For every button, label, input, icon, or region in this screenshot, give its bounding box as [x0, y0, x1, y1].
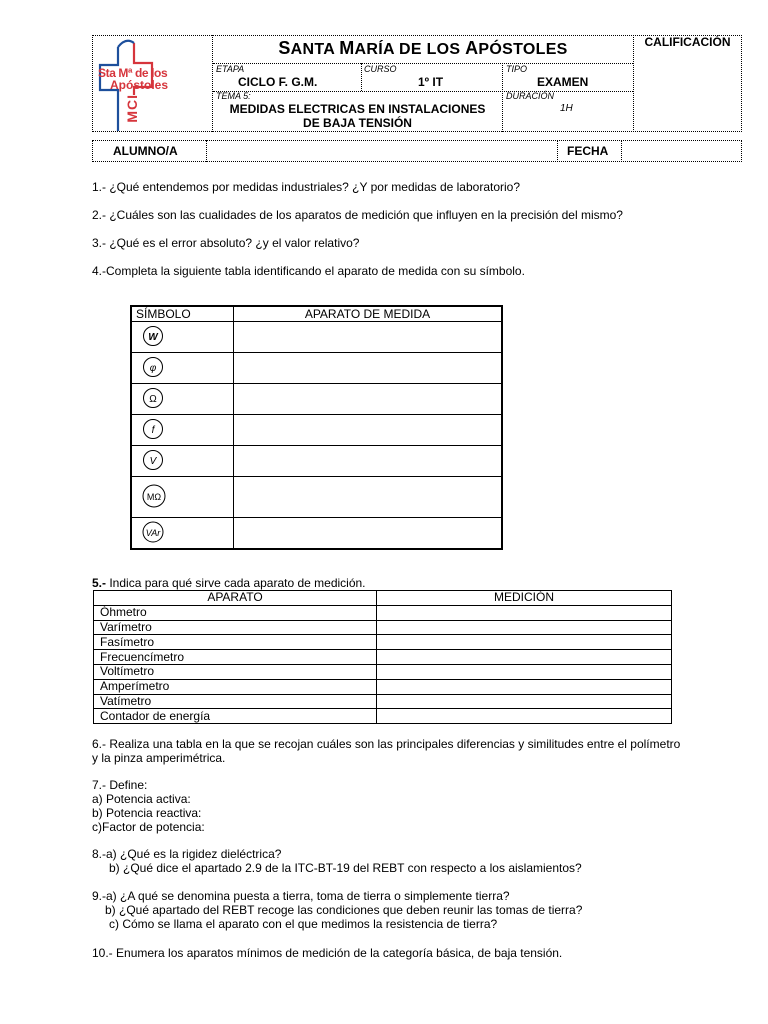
phasemeter-symbol-icon: [140, 362, 166, 381]
svg-text:MΩ: MΩ: [146, 491, 162, 502]
table-row: Varímetro: [94, 620, 377, 635]
question-8: 8.-a) ¿Qué es la rigidez dieléctrica? b) ¿Qué dice el apartado 2.9 de la ITC-BT-19 del REBT con respecto a los aislamientos?: [92, 847, 582, 875]
table-row: Vatímetro: [94, 694, 377, 709]
table-row: Contador de energía: [94, 709, 377, 724]
device-answer-cell[interactable]: [234, 446, 502, 477]
logo-text-line1: Sta Mª de los: [98, 66, 168, 80]
question-1: 1.- ¿Qué entendemos por medidas industriales? ¿Y por medidas de laboratorio?: [92, 180, 521, 194]
measure-answer-cell[interactable]: [377, 620, 672, 635]
table-row: Fasímetro: [94, 635, 377, 650]
tipo-label: TIPO: [506, 64, 528, 74]
question-4: 4.-Completa la siguiente tabla identificando el aparato de medida con su símbolo.: [92, 264, 525, 278]
question-9: 9.-a) ¿A qué se denomina puesta a tierra, toma de tierra o simplemente tierra? b) ¿Qué apartado del REBT recoge las condiciones que deben reunir las tomas de tierra? c) Cómo se llama el aparato con el que medimos la resistencia de tierra?: [92, 889, 583, 931]
logo-text-line2: Apóstoles: [110, 78, 169, 92]
ohmmeter-symbol-icon: [140, 393, 166, 412]
col-device-header: APARATO: [94, 591, 377, 606]
school-name: SANTA MARÍA DE LOS APÓSTOLES: [278, 38, 568, 58]
megohmmeter-symbol-icon: [140, 491, 170, 511]
table-row: Óhmetro: [94, 605, 377, 620]
device-answer-cell[interactable]: [234, 384, 502, 415]
question-6: 6.- Realiza una tabla en la que se recojan cuáles son las principales diferencias y similitudes entre el polímetro y la pinza amperimétrica.: [92, 737, 681, 765]
measure-answer-cell[interactable]: [377, 605, 672, 620]
col-symbol-header: SÍMBOLO: [132, 307, 234, 322]
fecha-label: FECHA: [567, 144, 609, 158]
tema-label: TEMA 5:: [216, 91, 251, 101]
device-answer-cell[interactable]: [234, 415, 502, 446]
svg-text:W: W: [148, 331, 158, 343]
col-device-header: APARATO DE MEDIDA: [234, 307, 502, 322]
svg-text:VAr: VAr: [145, 527, 161, 538]
device-answer-cell[interactable]: [234, 477, 502, 518]
wattmeter-symbol-icon: [140, 331, 166, 350]
measure-answer-cell[interactable]: [377, 650, 672, 665]
duracion-value: 1H: [560, 103, 573, 114]
device-table: [93, 590, 672, 724]
question-10: 10.- Enumera los aparatos mínimos de medición de la categoría básica, de baja tensión.: [92, 946, 563, 960]
etapa-value: CICLO F. G.M.: [238, 75, 318, 89]
duracion-label: DURACIÓN: [506, 91, 555, 101]
table-row: Amperímetro: [94, 679, 377, 694]
col-measure-header: MEDICIÓN: [377, 591, 672, 606]
fecha-field[interactable]: [623, 142, 740, 160]
measure-answer-cell[interactable]: [377, 635, 672, 650]
logo-vertical-text: MCI: [124, 94, 140, 123]
measure-answer-cell[interactable]: [377, 679, 672, 694]
curso-label: CURSO: [364, 64, 397, 74]
question-2: 2.- ¿Cuáles son las cualidades de los aparatos de medición que influyen en la precisión del mismo?: [92, 208, 623, 222]
alumno-label: ALUMNO/A: [113, 144, 178, 158]
device-answer-cell[interactable]: [234, 518, 502, 549]
frequencymeter-symbol-icon: [140, 424, 166, 443]
device-answer-cell[interactable]: [234, 322, 502, 353]
table-row: Voltímetro: [94, 664, 377, 679]
tema-value: MEDIDAS ELECTRICAS EN INSTALACIONES DE BAJA TENSIÓN: [229, 102, 486, 130]
tipo-value: EXAMEN: [537, 75, 589, 89]
question-3: 3.- ¿Qué es el error absoluto? ¿y el valor relativo?: [92, 236, 360, 250]
svg-text:φ: φ: [149, 362, 157, 374]
etapa-label: ETAPA: [216, 64, 245, 74]
svg-text:V: V: [149, 455, 157, 467]
curso-value: 1º IT: [418, 75, 444, 89]
alumno-field[interactable]: [208, 142, 555, 160]
device-answer-cell[interactable]: [234, 353, 502, 384]
measure-answer-cell[interactable]: [377, 694, 672, 709]
calificacion-label: CALIFICACIÓN: [644, 35, 731, 49]
question-7: 7.- Define: a) Potencia activa: b) Potencia reactiva: c)Factor de potencia:: [92, 778, 205, 834]
question-5: 5.- Indica para qué sirve cada aparato de medición.: [92, 576, 366, 590]
measure-answer-cell[interactable]: [377, 709, 672, 724]
varmeter-symbol-icon: [140, 527, 168, 546]
svg-text:f: f: [151, 424, 155, 436]
svg-text:Ω: Ω: [149, 393, 157, 405]
measure-answer-cell[interactable]: [377, 664, 672, 679]
voltmeter-symbol-icon: [140, 455, 166, 474]
table-row: Frecuencímetro: [94, 650, 377, 665]
symbol-table: [130, 305, 503, 550]
